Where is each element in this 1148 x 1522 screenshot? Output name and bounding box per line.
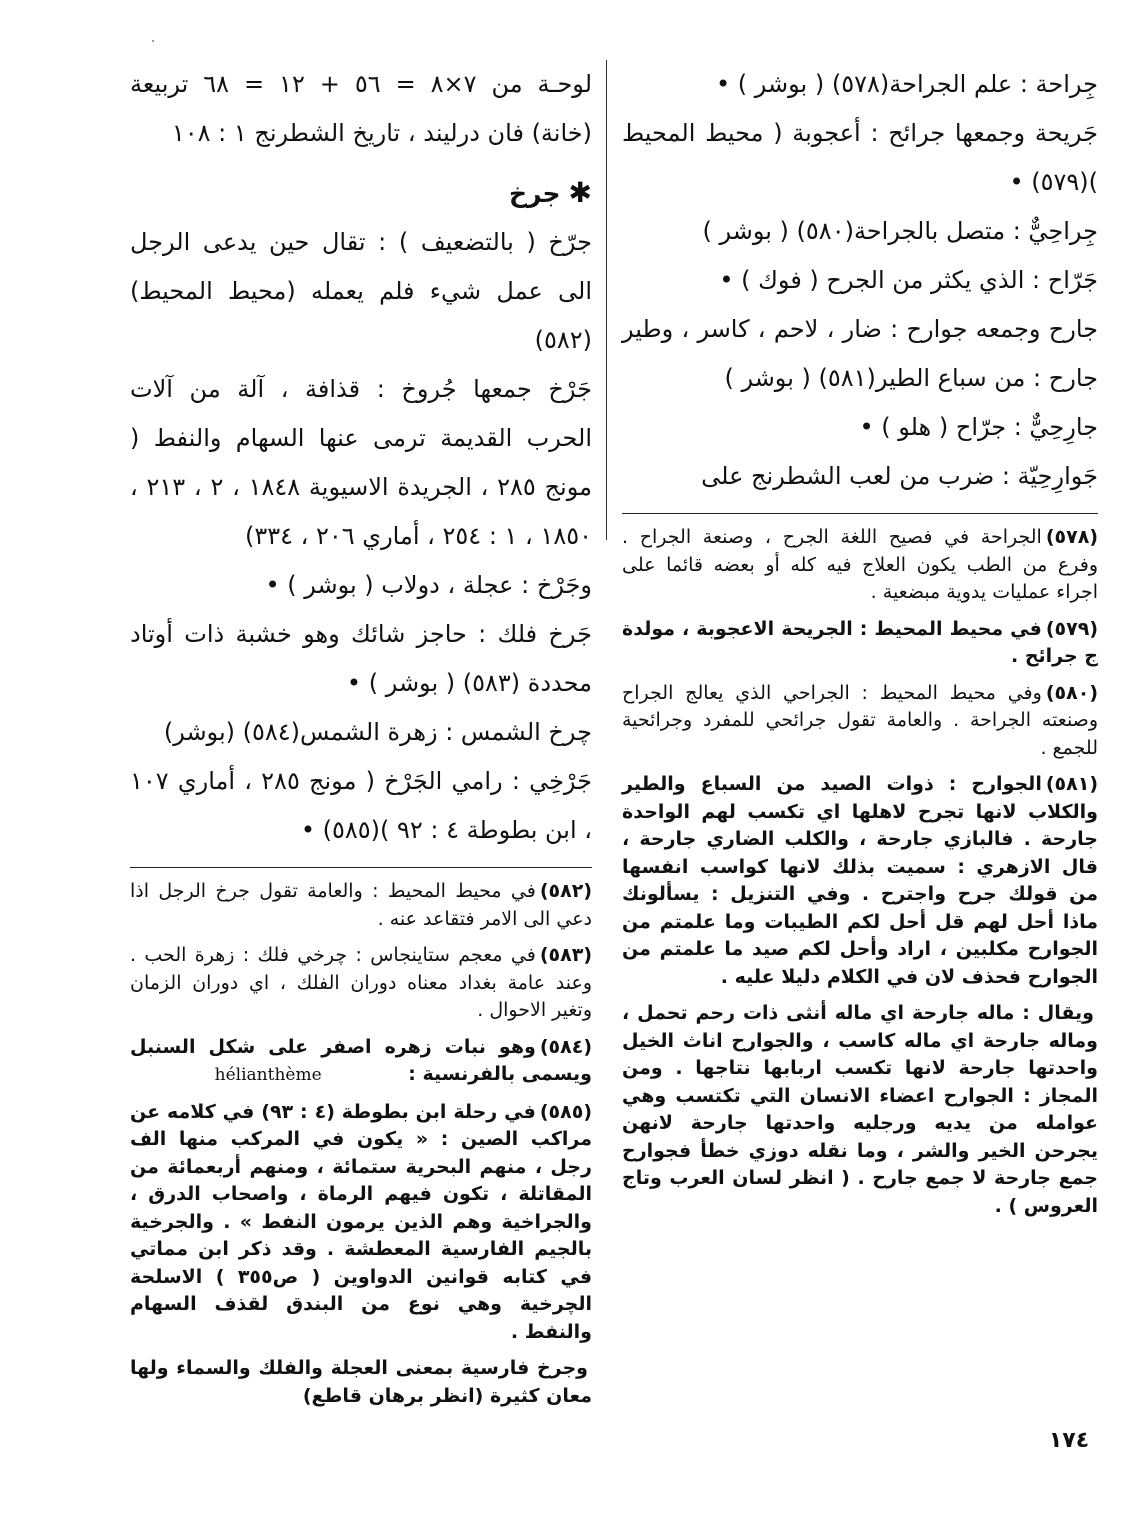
entry-jirahi: جِراحِيٌّ : متصل بالجراحة(٥٨٠) ( بوشر ) bbox=[702, 217, 1098, 245]
right-footnotes bbox=[622, 524, 1098, 1220]
footnote-580: (٥٨٠)وفي محيط المحيط : الجراحي الذي يعالج الجراح وصنعته الجراحة . والعامة تقول جرائحي للمفرد وجرائحية للجمع . bbox=[622, 681, 1098, 759]
french-term: hélianthème bbox=[214, 1065, 322, 1085]
footnote-585-continued: وجرخ فارسية بمعنى العجلة والفلك والسماء ولها معان كثيرة (انظر برهان قاطع) bbox=[130, 1357, 592, 1407]
right-column bbox=[622, 60, 1098, 1229]
footnote-583: (٥٨٣)في معجم ستاينجاس : چرخي فلك : زهرة الحب . وعند عامة بغداد معناه دوران الفلك ، اي دوران الزمان وتغير الاحوال . bbox=[130, 944, 592, 1021]
footnote-585: (٥٨٥)في رحلة ابن بطوطة (٤ : ٩٣) في كلامه عن مراكب الصين : « يكون في المركب منها الف رجل ، منهم البحرية ستمائة ، ومنهم أربعمائة من المقاتلة ، تكون فيهم الرماة ، واصحاب الدرق ، والجراخية وهم الذين يرمون النفط » . والجرخية بالجيم الفارسية المعطشة . وقد ذكر ابن مماتي في كتابه قوانين الدواوين ( ص٣٥٥ ) الاسلحة الچرخية وهي نوع من البندق لقذف السهام والنفط . bbox=[130, 1100, 593, 1343]
entry-jiraha: جِراحة : علم الجراحة(٥٧٨) ( بوشر ) • bbox=[716, 70, 1098, 98]
continued-chess-text: لوحـة من ٧×٨ = ٥٦ + ١٢ = ٦٨ تربيعة (خانة) فان درليند ، تاريخ الشطرنج ١ : ١٠٨ bbox=[130, 70, 593, 147]
left-footnotes bbox=[130, 878, 592, 1410]
entry-jarkhi: جَرْخِي : رامي الجَرْخ ( مونج ٢٨٥ ، أماري ١٠٧ ، ابن بطوطة ٤ : ٩٢ )(٥٨٥) • bbox=[130, 767, 592, 844]
column-divider bbox=[606, 60, 607, 540]
footnote-582: (٥٨٢)في محيط المحيط : والعامة تقول جرخ الرجل اذا دعي الى الامر فتقاعد عنه . bbox=[130, 880, 592, 930]
headword-jarkh: ✱جرخ bbox=[508, 176, 592, 209]
entry-jarihi: جارِحِيٌّ : جرّاح ( هلو ) • bbox=[859, 413, 1098, 441]
left-main-text bbox=[130, 60, 592, 855]
footnote-579: (٥٧٩)في محيط المحيط : الجريحة الاعجوبة ، مولدة ج جرائح . bbox=[622, 617, 1098, 667]
footnote-578: (٥٧٨)الجراحة في فصيح اللغة الجرح ، وصنعة الجراح . وفرع من الطب يكون العلاج فيه كله أو بعضه قائما على اجراء عمليات يدوية مبضعية . bbox=[622, 526, 1098, 603]
footnote-divider-left bbox=[130, 867, 592, 868]
entry-jarkh-falak: جَرخ فلك : حاجز شائك وهو خشبة ذات أوتاد محددة (٥٨٣) ( بوشر ) • bbox=[130, 620, 592, 697]
footnote-divider-right bbox=[622, 513, 1098, 514]
entry-jarrakh: جرّخ ( بالتضعيف ) : تقال حين يدعى الرجل الى عمل شيء فلم يعمله (محيط المحيط) (٥٨٢) bbox=[130, 228, 592, 354]
entry-charkh-shams: چرخ الشمس : زهرة الشمس(٥٨٤) (بوشر) bbox=[163, 718, 592, 746]
right-main-text bbox=[622, 60, 1098, 501]
entry-jarkh-catapult: جَرْخ جمعها جُروخ : قذافة ، آلة من آلات الحرب القديمة ترمى عنها السهام والنفط ( مونج ٢٨٥ ، الجريدة الاسيوية ١٨٤٨ ، ٢ ، ٢١٣ ، ١٨٥٠ ، ١ : ٢٥٤ ، أماري ٢٠٦ ، ٣٣٤) bbox=[130, 375, 592, 550]
entry-jariha: جَريحة وجمعها جرائح : أعجوبة ( محيط المحيط )(٥٧٩) • bbox=[622, 119, 1098, 196]
entry-jawarihiya: جَوارِحِيّة : ضرب من لعب الشطرنج على bbox=[701, 462, 1098, 490]
footnote-581-continued: ويقال : ماله جارحة اي ماله أنثى ذات رحم تحمل ، وماله جارحة اي ماله كاسب ، والجوارح اناث الخيل واحدتها جارحة لانها تكسب اربابها نتاجها . ومن المجاز : الجوارح اعضاء الانسان التي تكتسب وهي عوامله من يديه ورجليه واحدتها جارحة لانهن يجرحن الخير والشر ، وما نقله دوزي خطأ فجوارح جمع جارحة لا جمع جارح . ( انظر لسان العرب وتاج العروس ) . bbox=[622, 1002, 1098, 1217]
left-column bbox=[130, 60, 592, 1419]
entry-jarih: جارح وجمعه جوارح : ضار ، لاحم ، كاسر ، وطير جارح : من سباع الطير(٥٨١) ( بوشر ) bbox=[622, 315, 1098, 392]
footnote-584: (٥٨٤)وهو نبات زهره اصفر على شكل السنبل ويسمى بالفرنسية : hélianthème bbox=[130, 1034, 592, 1090]
entry-jarkh-wheel: وجَرْخ : عجلة ، دولاب ( بوشر ) • bbox=[265, 571, 592, 599]
footnote-581: (٥٨١)الجوارح : ذوات الصيد من السباع والطير والكلاب لانها تجرح لاهلها اي تكسب لهم الواحدة جارحة . فالبازي جارحة ، والكلب الضاري جارحة ، قال الازهري : سميت بذلك لانها كواسب انفسها من قولك جرح واجترح . وفي التنزيل : يسألونك ماذا أحل لهم قل أحل لكم الطيبات وما علمتم من الجوارح مكلبين ، اراد وأحل لكم صيد ما علمتم من الجوارح فحذف لان في الكلام دليلا عليه . bbox=[622, 773, 1098, 988]
page-number: ١٧٤ bbox=[1048, 1428, 1090, 1453]
asterisk-icon: ✱ bbox=[568, 176, 592, 209]
entry-jarrah: جَرّاح : الذي يكثر من الجرح ( فوك ) • bbox=[719, 266, 1098, 294]
scan-speck bbox=[152, 40, 154, 42]
